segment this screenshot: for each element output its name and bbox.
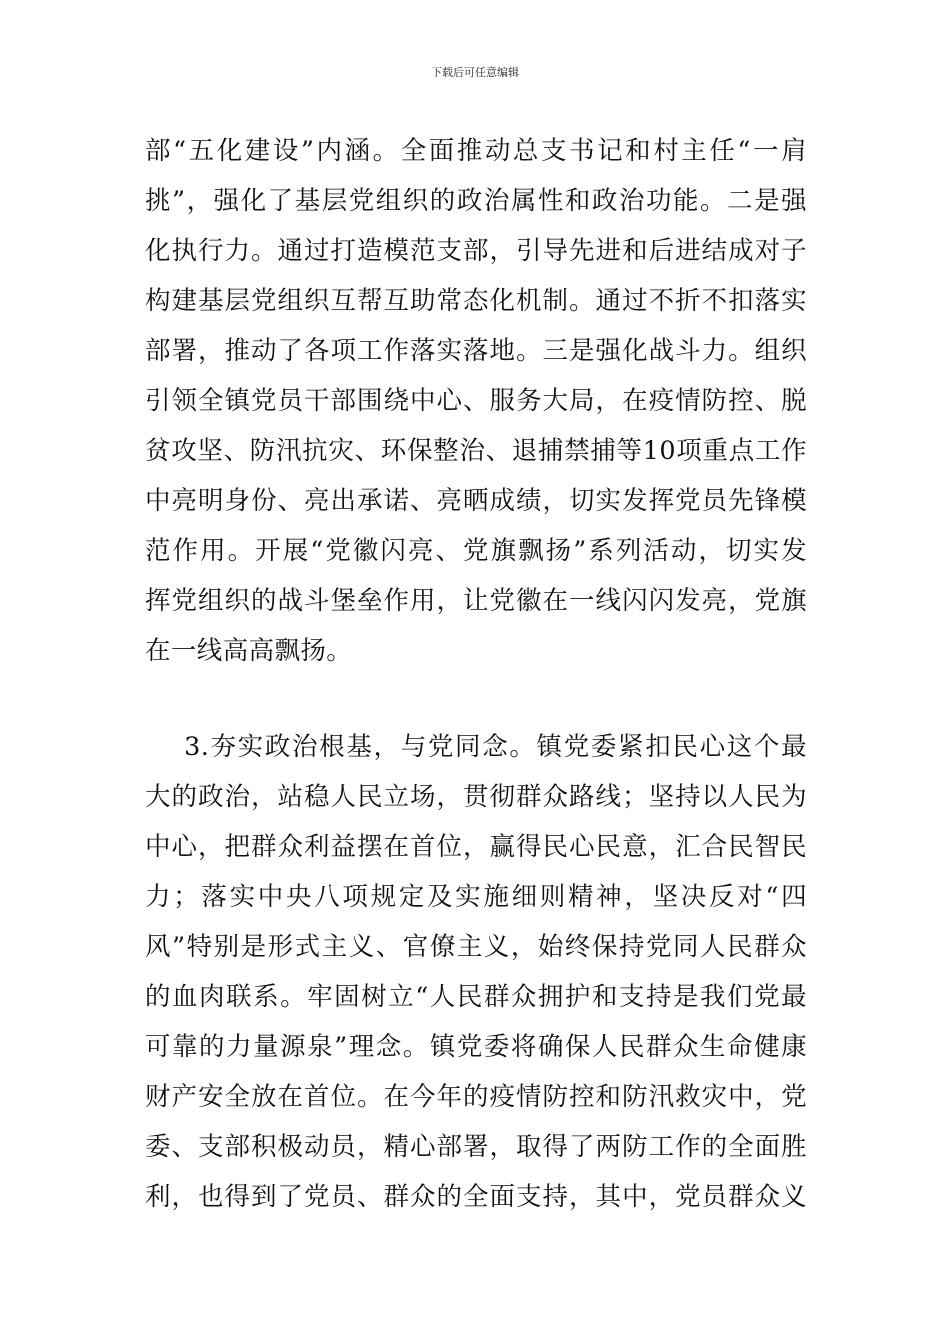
text-line: 风”特别是形式主义、官僚主义，始终保持党同人民群众 [145, 932, 807, 962]
text-line: 的血肉联系。牢固树立“人民群众拥护和支持是我们党最 [145, 982, 807, 1012]
text-line: 构建基层党组织互帮互助常态化机制。通过不折不扣落实 [145, 286, 807, 316]
text-line: 挥党组织的战斗堡垒作用，让党徽在一线闪闪发亮，党旗 [145, 586, 807, 616]
text-line: 中心，把群众利益摆在首位，赢得民心民意，汇合民智民 [145, 832, 807, 862]
text-line: 中亮明身份、亮出承诺、亮晒成绩，切实发挥党员先锋模 [145, 486, 807, 516]
text-line: 在一线高高飘扬。 [145, 636, 353, 666]
text-line: 利，也得到了党员、群众的全面支持，其中，党员群众义 [145, 1182, 807, 1212]
text-line: 部“五化建设”内涵。全面推动总支书记和村主任“一肩 [145, 136, 807, 166]
page-header: 下载后可任意编辑 [431, 66, 519, 79]
text-line: 3.夯实政治根基，与党同念。镇党委紧扣民心这个最 [145, 732, 807, 762]
text-line: 范作用。开展“党徽闪亮、党旗飘扬”系列活动，切实发 [145, 536, 807, 566]
paragraph-1 [145, 126, 807, 676]
text-line: 委、支部积极动员，精心部署，取得了两防工作的全面胜 [145, 1132, 807, 1162]
text-line: 力；落实中央八项规定及实施细则精神，坚决反对“四 [145, 882, 807, 912]
text-line: 财产安全放在首位。在今年的疫情防控和防汛救灾中，党 [145, 1082, 807, 1112]
paragraph-2 [145, 722, 807, 1222]
text-line: 部署，推动了各项工作落实落地。三是强化战斗力。组织 [145, 336, 807, 366]
text-line: 化执行力。通过打造模范支部，引导先进和后进结成对子 [145, 236, 807, 266]
text-line: 贫攻坚、防汛抗灾、环保整治、退捕禁捕等10项重点工作 [145, 436, 807, 466]
text-line: 大的政治，站稳人民立场，贯彻群众路线；坚持以人民为 [145, 782, 807, 812]
text-line: 挑”，强化了基层党组织的政治属性和政治功能。二是强 [145, 186, 807, 216]
text-line: 可靠的力量源泉”理念。镇党委将确保人民群众生命健康 [145, 1032, 807, 1062]
text-line: 引领全镇党员干部围绕中心、服务大局，在疫情防控、脱 [145, 386, 807, 416]
